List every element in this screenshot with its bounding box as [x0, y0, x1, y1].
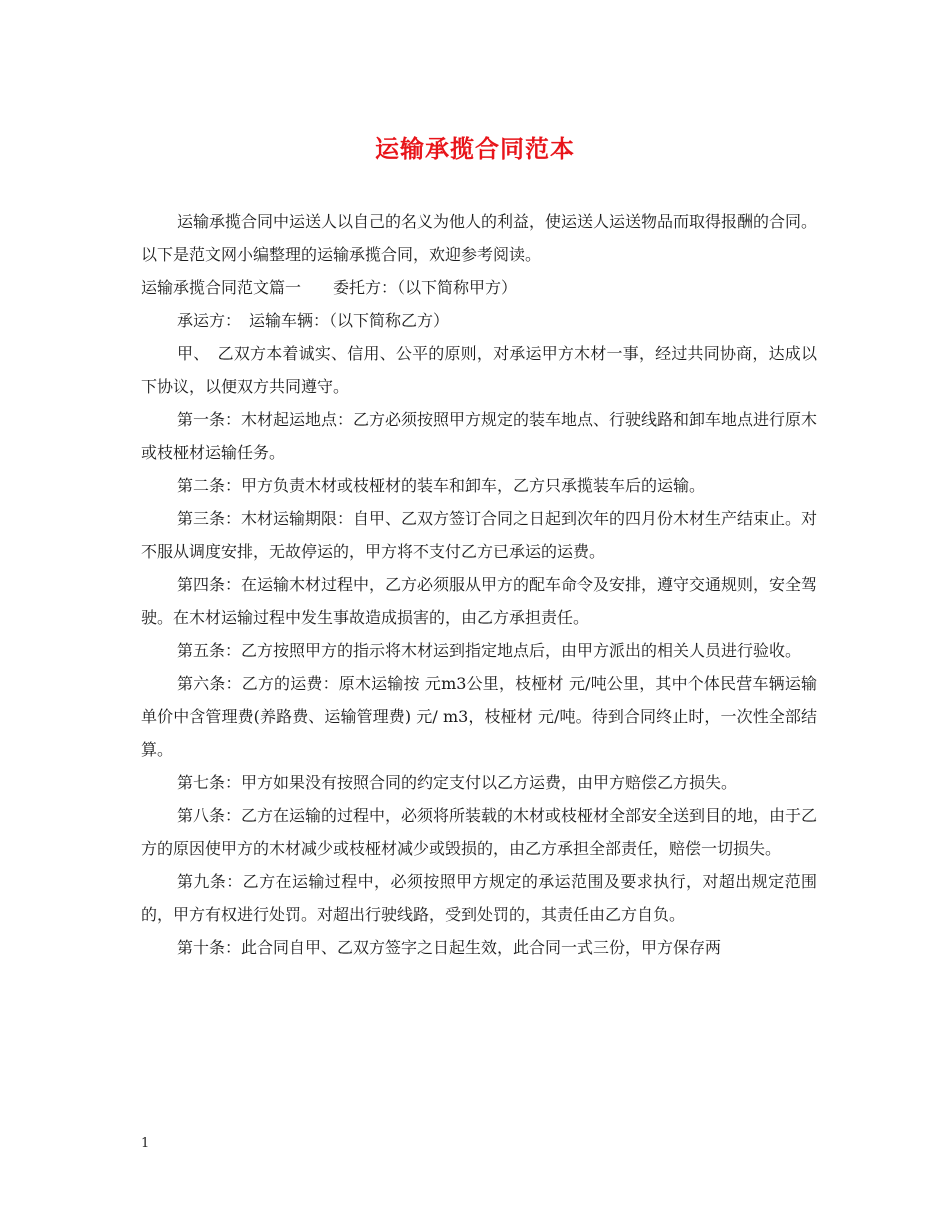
document-body — [141, 205, 817, 964]
document-title: 运输承揽合同范本 — [375, 135, 575, 163]
paragraph-article-7: 第七条：甲方如果没有按照合同的约定支付以乙方运费，由甲方赔偿乙方损失。 — [177, 773, 738, 792]
paragraph-intro: 运输承揽合同中运送人以自己的名义为他人的利益，使运送人运送物品而取得报酬的合同。以下是范文网小编整理的运输承揽合同，欢迎参考阅读。 — [141, 212, 818, 264]
paragraph-article-1: 第一条：木材起运地点：乙方必须按照甲方规定的装车地点、行驶线路和卸车地点进行原木或枝桠材运输任务。 — [141, 410, 818, 462]
paragraph-article-5: 第五条：乙方按照甲方的指示将木材运到指定地点后，由甲方派出的相关人员进行验收。 — [177, 641, 802, 660]
paragraph-article-10: 第十条：此合同自甲、乙双方签字之日起生效，此合同一式三份，甲方保存两 — [177, 938, 722, 957]
paragraph-article-4: 第四条：在运输木材过程中，乙方必须服从甲方的配车命令及安排，遵守交通规则，安全驾驶。在木材运输过程中发生事故造成损害的，由乙方承担责任。 — [141, 575, 818, 627]
paragraph-article-3: 第三条：木材运输期限：自甲、乙双方签订合同之日起到次年的四月份木材生产结束止。对不服从调度安排，无故停运的，甲方将不支付乙方已承运的运费。 — [141, 509, 818, 561]
page-number: 1 — [141, 1136, 150, 1151]
paragraph-article-9: 第九条：乙方在运输过程中，必须按照甲方规定的承运范围及要求执行，对超出规定范围的，甲方有权进行处罚。对超出行驶线路，受到处罚的，其责任由乙方自负。 — [141, 872, 817, 924]
paragraph-agreement: 甲、 乙双方本着诚实、信用、公平的原则，对承运甲方木材一事，经过共同协商，达成以下协议，以便双方共同遵守。 — [141, 344, 817, 396]
paragraph-article-8: 第八条：乙方在运输的过程中，必须将所装载的木材或枝桠材全部安全送到目的地，由于乙方的原因使甲方的木材减少或枝桠材减少或毁损的，由乙方承担全部责任，赔偿一切损失。 — [141, 806, 818, 858]
paragraph-article-6: 第六条：乙方的运费：原木运输按 元m3公里，枝桠材 元/吨公里，其中个体民营车辆运输单价中含管理费(养路费、运输管理费) 元/ m3，枝桠材 元/吨。待到合同终止时，一次性全部结算。 — [141, 674, 817, 759]
paragraph-carrier: 承运方： 运输车辆：（以下简称乙方） — [177, 311, 450, 330]
paragraph-heading-parties: 运输承揽合同范文篇一 委托方：（以下简称甲方） — [141, 278, 518, 297]
paragraph-article-2: 第二条：甲方负责木材或枝桠材的装车和卸车，乙方只承揽装车后的运输。 — [177, 476, 706, 495]
